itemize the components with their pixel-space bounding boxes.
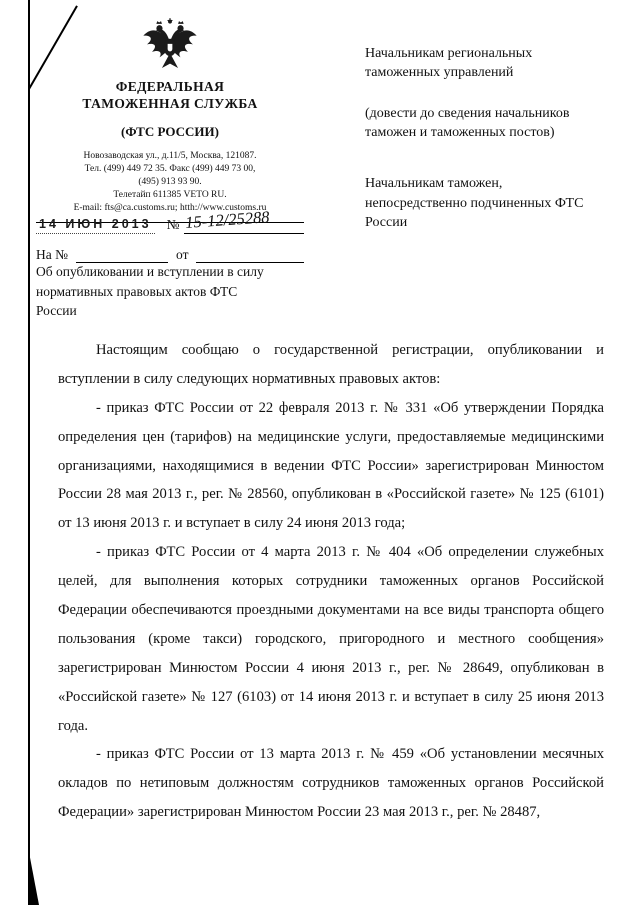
addressees-column	[365, 44, 603, 232]
outgoing-number-line	[184, 209, 304, 234]
org-name-line1: ФЕДЕРАЛЬНАЯ	[115, 79, 225, 94]
outgoing-number-row	[36, 206, 304, 234]
org-teletype: Телетайп 611385 VETO RU.	[113, 190, 227, 201]
org-address: Новозаводская ул., д.11/5, Москва, 121087.	[83, 150, 257, 161]
body-paragraph-order-404: - приказ ФТС России от 4 марта 2013 г. № 404 «Об определении служебных целей, для выполнения которых сотрудники таможенных органов Российской Федерации обеспечиваются проездными документами на все виды транспорта общего пользования (кроме такси) городского, пригородного и местного сообщения» зарегистрирован Минюстом России 4 июня 2013 г., рег. № 28649, опубликован в «Российской газете» № 127 (6103) от 14 июня 2013 г. и вступает в силу 25 июня 2013 года.	[58, 544, 604, 734]
letter-body	[58, 336, 604, 827]
incoming-reference-row	[36, 243, 304, 263]
addressee-directly-subordinate-customs: Начальникам таможен, непосредственно подчиненных ФТС России	[365, 176, 584, 230]
org-phone-line1: Тел. (499) 449 72 35. Факс (499) 449 73 00,	[84, 163, 256, 174]
org-phone-line2: (495) 913 93 90.	[138, 176, 202, 187]
incoming-number-blank	[76, 246, 168, 263]
ot-label: от	[176, 247, 189, 262]
number-sign-label: №	[166, 217, 180, 232]
incoming-date-blank	[196, 246, 304, 263]
na-number-label: На №	[36, 247, 68, 262]
letter-subject: Об опубликовании и вступлении в силу нормативных правовых актов ФТС России	[36, 264, 264, 319]
reference-block	[36, 206, 304, 263]
body-paragraph-order-459: - приказ ФТС России от 13 марта 2013 г. № 459 «Об установлении месячных окладов по нетиповым должностям сотрудников таможенных органов Российской Федерации» зарегистрирован Минюстом России 23 мая 2013 г., рег. № 28487,	[58, 746, 604, 821]
date-stamp: 14 ИЮН 2013	[36, 217, 155, 234]
body-paragraph-order-331: - приказ ФТС России от 22 февраля 2013 г. № 331 «Об утверждении Порядка определения цен (тарифов) на медицинские услуги, предоставляемые медицинскими организациями, находящимися в ведении ФТС России» зарегистрирован Минюстом России 28 мая 2013 г., рег. № 28560, опубликован в «Российской газете» № 125 (6101) от 13 июня 2013 г. и вступает в силу 24 июня 2013 года;	[58, 399, 604, 532]
org-abbreviation: (ФТС РОССИИ)	[121, 123, 219, 139]
addressee-forwarding-note: (довести до сведения начальников таможен и таможенных постов)	[365, 105, 570, 140]
scan-shadow-wedge	[28, 847, 39, 905]
addressee-regional-administrations: Начальникам региональных таможенных управлений	[365, 46, 533, 81]
double-headed-eagle-emblem-icon	[139, 16, 201, 74]
letterhead	[36, 16, 304, 223]
body-paragraph-intro: Настоящим сообщаю о государственной регистрации, опубликовании и вступлении в силу следующих нормативных правовых актов:	[58, 342, 604, 387]
handwritten-outgoing-number: 15-12/25288	[185, 207, 271, 233]
org-name-line2: ТАМОЖЕННАЯ СЛУЖБА	[82, 95, 258, 111]
scan-edge-line	[28, 0, 30, 905]
org-email-web: E-mail: fts@ca.customs.ru; htth://www.customs.ru	[73, 203, 267, 214]
